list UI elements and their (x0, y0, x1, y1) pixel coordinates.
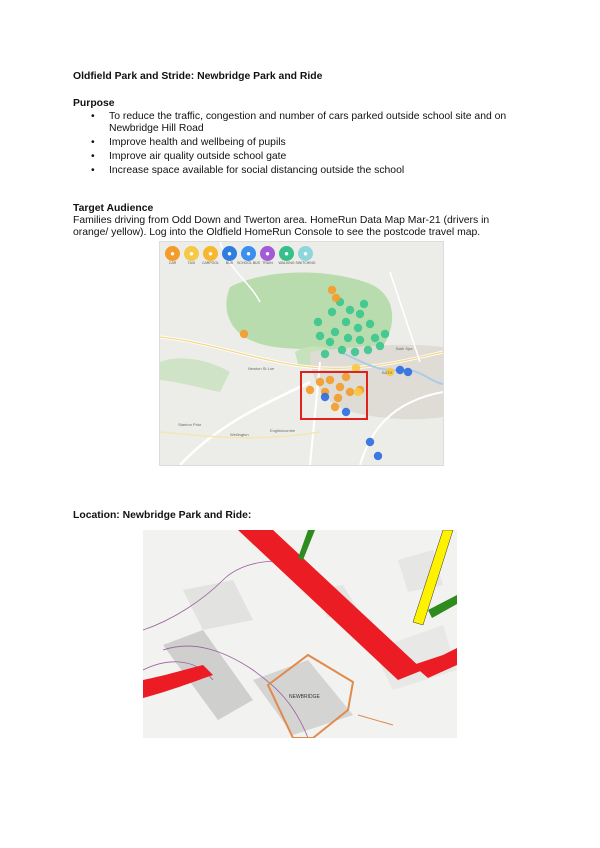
orange-travel-dot (316, 378, 324, 386)
purpose-list (91, 111, 531, 179)
yellow-travel-dot (354, 388, 362, 396)
school-bus-icon: ● (241, 246, 256, 261)
carpool-icon: ● (203, 246, 218, 261)
mode-switching[interactable]: ● SWITCHING (297, 242, 314, 270)
travel-map-canvas (160, 242, 443, 465)
bullet: • (91, 137, 95, 148)
place-label: Stanton Prior (178, 422, 202, 427)
green-travel-dot (364, 346, 372, 354)
green-travel-dot (376, 342, 384, 350)
switching-icon: ● (298, 246, 313, 261)
blue-travel-dot (321, 393, 329, 401)
blue-travel-dot (374, 452, 382, 460)
orange-travel-dot (240, 330, 248, 338)
bullet: • (91, 111, 95, 122)
yellow-travel-dot (352, 364, 360, 372)
mode-taxi[interactable]: ● TAXI (183, 242, 200, 270)
bullet: • (91, 165, 95, 176)
purpose-item: • Improve air quality outside school gate (91, 151, 287, 162)
newbridge-label: NEWBRIDGE (289, 694, 320, 700)
green-travel-dot (314, 318, 322, 326)
green-travel-dot (316, 332, 324, 340)
orange-travel-dot (328, 286, 336, 294)
blue-travel-dot (366, 438, 374, 446)
document-title: Oldfield Park and Stride: Newbridge Park and Ride (73, 71, 323, 82)
green-travel-dot (344, 334, 352, 342)
mode-bus[interactable]: ● BUS (221, 242, 238, 270)
taxi-icon: ● (184, 246, 199, 261)
purpose-item: • To reduce the traffic, congestion and number of cars parked outside school site and on Newbridge Hill Road (91, 111, 507, 134)
mode-carpool[interactable]: ● CARPOOL (202, 242, 219, 270)
green-travel-dot (331, 328, 339, 336)
site-map-canvas (143, 530, 457, 738)
purpose-item: • Increase space available for social distancing outside the school (91, 165, 405, 176)
newbridge-site-map (143, 530, 457, 738)
orange-travel-dot (334, 394, 342, 402)
green-travel-dot (328, 308, 336, 316)
train-icon: ● (260, 246, 275, 261)
place-label: Newton St Loe (248, 366, 275, 371)
mode-train[interactable]: ● TRAIN (259, 242, 276, 270)
mode-school-bus[interactable]: ● SCHOOL BUS (240, 242, 257, 270)
location-heading: Location: Newbridge Park and Ride: (73, 510, 252, 521)
place-label: Wellington (230, 432, 249, 437)
green-travel-dot (371, 334, 379, 342)
blue-travel-dot (396, 366, 404, 374)
green-travel-dot (381, 330, 389, 338)
mode-car[interactable]: ● CAR (164, 242, 181, 270)
purpose-heading: Purpose (73, 98, 115, 109)
orange-travel-dot (331, 403, 339, 411)
green-travel-dot (356, 336, 364, 344)
orange-travel-dot (326, 376, 334, 384)
place-label: BATH (382, 370, 393, 375)
green-travel-dot (346, 306, 354, 314)
orange-travel-dot (346, 388, 354, 396)
bullet: • (91, 151, 95, 162)
blue-travel-dot (404, 368, 412, 376)
place-label: Bath Spa (396, 346, 413, 351)
place-label: Englishcombe (270, 428, 296, 433)
mode-toolbar (160, 242, 444, 270)
green-travel-dot (321, 350, 329, 358)
walking-icon: ● (279, 246, 294, 261)
green-travel-dot (326, 338, 334, 346)
target-audience-line-2: orange/ yellow). Log into the Oldfield HomeRun Console to see the postcode travel map. (73, 227, 481, 238)
homerun-travel-map (159, 241, 444, 466)
orange-travel-dot (336, 383, 344, 391)
target-audience-heading: Target Audience (73, 203, 154, 214)
green-travel-dot (360, 300, 368, 308)
green-travel-dot (354, 324, 362, 332)
green-travel-dot (338, 346, 346, 354)
mode-walking[interactable]: ● WALKING (278, 242, 295, 270)
green-travel-dot (356, 310, 364, 318)
purpose-item: • Improve health and wellbeing of pupils (91, 137, 286, 148)
orange-travel-dot (332, 294, 340, 302)
green-travel-dot (351, 348, 359, 356)
orange-travel-dot (306, 386, 314, 394)
bus-icon: ● (222, 246, 237, 261)
green-travel-dot (366, 320, 374, 328)
blue-travel-dot (342, 408, 350, 416)
orange-travel-dot (342, 373, 350, 381)
car-icon: ● (165, 246, 180, 261)
green-travel-dot (342, 318, 350, 326)
target-audience-line-1: Families driving from Odd Down and Twerton area. HomeRun Data Map Mar-21 (drivers in (73, 215, 490, 226)
